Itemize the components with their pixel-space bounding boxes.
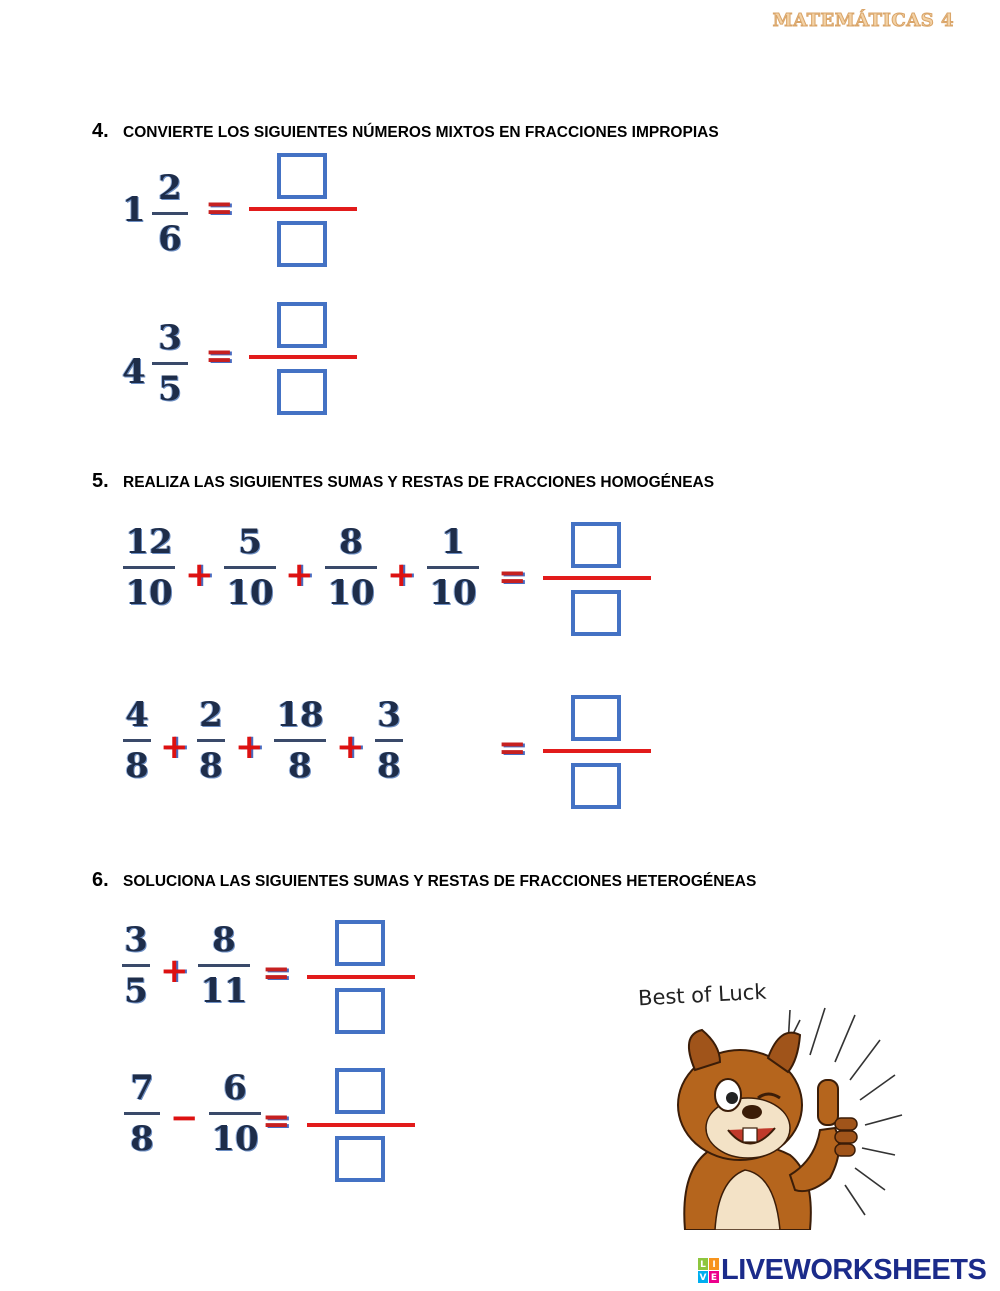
answer-fraction-line — [249, 355, 357, 359]
equals-sign: = — [498, 728, 527, 768]
question-6-instruction: SOLUCIONA LAS SIGUIENTES SUMAS Y RESTAS DE FRACCIONES HETEROGÉNEAS — [123, 873, 757, 890]
minus-sign: − — [170, 1098, 199, 1138]
numerator: 2 — [199, 695, 223, 735]
answer-denominator-box[interactable] — [335, 1136, 385, 1182]
best-of-luck-caption: Best of Luck — [637, 979, 767, 1011]
fraction-bar — [198, 964, 250, 967]
numerator: 12 — [125, 522, 173, 562]
denominator: 10 — [211, 1119, 259, 1159]
fraction — [198, 920, 250, 1011]
denominator: 8 — [125, 746, 149, 786]
denominator: 8 — [130, 1119, 154, 1159]
fraction-bar — [122, 964, 150, 967]
answer-fraction-line — [307, 975, 415, 979]
chipmunk-thumbs-up-illustration — [640, 1000, 910, 1230]
numerator: 7 — [130, 1068, 154, 1108]
plus-sign: + — [235, 727, 264, 767]
numerator: 4 — [125, 695, 149, 735]
answer-numerator-box[interactable] — [277, 302, 327, 348]
fraction-bar — [209, 1112, 261, 1115]
plus-sign: + — [160, 951, 189, 991]
question-4-instruction: CONVIERTE LOS SIGUIENTES NÚMEROS MIXTOS EN FRACCIONES IMPROPIAS — [123, 124, 719, 141]
answer-fraction-line — [307, 1123, 415, 1127]
fraction — [123, 522, 175, 613]
mixed-whole: 1 — [122, 190, 146, 230]
fraction-bar — [375, 739, 403, 742]
denominator: 8 — [288, 746, 312, 786]
fraction — [325, 522, 377, 613]
numerator: 8 — [339, 522, 363, 562]
fraction — [152, 168, 188, 259]
plus-sign: + — [285, 555, 314, 595]
equals-sign: = — [205, 336, 234, 376]
numerator: 2 — [158, 168, 182, 208]
denominator: 5 — [124, 971, 148, 1011]
denominator: 10 — [125, 573, 173, 613]
answer-denominator-box[interactable] — [277, 369, 327, 415]
fraction-bar — [152, 362, 188, 365]
answer-numerator-box[interactable] — [335, 1068, 385, 1114]
fraction-bar — [123, 739, 151, 742]
answer-denominator-box[interactable] — [335, 988, 385, 1034]
plus-sign: + — [160, 727, 189, 767]
denominator: 10 — [429, 573, 477, 613]
mixed-whole: 4 — [122, 352, 146, 392]
answer-numerator-box[interactable] — [571, 695, 621, 741]
plus-sign: + — [387, 555, 416, 595]
plus-sign: + — [185, 555, 214, 595]
answer-numerator-box[interactable] — [277, 153, 327, 199]
fraction — [224, 522, 276, 613]
question-5-number: 5. — [92, 470, 109, 492]
denominator: 10 — [327, 573, 375, 613]
question-4-number: 4. — [92, 120, 109, 142]
fraction-bar — [325, 566, 377, 569]
fraction — [152, 318, 188, 409]
fraction-bar — [427, 566, 479, 569]
denominator: 5 — [158, 369, 182, 409]
fraction — [123, 695, 151, 786]
answer-fraction-line — [249, 207, 357, 211]
equals-sign: = — [498, 557, 527, 597]
thumb — [818, 1080, 838, 1125]
denominator: 8 — [377, 746, 401, 786]
equals-sign: = — [262, 1101, 291, 1141]
logo-letter: L — [700, 1260, 706, 1270]
fraction — [427, 522, 479, 613]
fraction-bar — [224, 566, 276, 569]
numerator: 3 — [158, 318, 182, 358]
fraction-bar — [152, 212, 188, 215]
answer-denominator-box[interactable] — [277, 221, 327, 267]
liveworksheets-brand[interactable]: LIVEWORKSHEETS — [721, 1254, 987, 1286]
answer-denominator-box[interactable] — [571, 763, 621, 809]
numerator: 8 — [212, 920, 236, 960]
numerator: 6 — [223, 1068, 247, 1108]
numerator: 3 — [377, 695, 401, 735]
logo-letter: I — [712, 1260, 716, 1270]
answer-fraction-line — [543, 749, 651, 753]
answer-numerator-box[interactable] — [335, 920, 385, 966]
logo-letter: E — [710, 1273, 718, 1283]
fraction-bar — [124, 1112, 160, 1115]
fraction — [124, 1068, 160, 1159]
equals-sign: = — [205, 188, 234, 228]
denominator: 6 — [158, 219, 182, 259]
fraction — [274, 695, 326, 786]
question-5-instruction: REALIZA LAS SIGUIENTES SUMAS Y RESTAS DE FRACCIONES HOMOGÉNEAS — [123, 474, 715, 491]
liveworksheets-logo-icon — [698, 1258, 720, 1284]
plus-sign: + — [336, 727, 365, 767]
fraction-bar — [197, 739, 225, 742]
subject-title: MATEMÁTICAS 4 — [772, 10, 954, 31]
equals-sign: = — [262, 953, 291, 993]
fraction — [375, 695, 403, 786]
answer-fraction-line — [543, 576, 651, 580]
fraction — [209, 1068, 261, 1159]
numerator: 5 — [238, 522, 262, 562]
denominator: 10 — [226, 573, 274, 613]
answer-numerator-box[interactable] — [571, 522, 621, 568]
denominator: 8 — [199, 746, 223, 786]
fraction — [197, 695, 225, 786]
fraction-bar — [123, 566, 175, 569]
denominator: 11 — [200, 971, 248, 1011]
question-6-number: 6. — [92, 869, 109, 891]
logo-letter: V — [699, 1273, 707, 1283]
answer-denominator-box[interactable] — [571, 590, 621, 636]
numerator: 18 — [276, 695, 324, 735]
fraction — [122, 920, 150, 1011]
numerator: 3 — [124, 920, 148, 960]
fraction-bar — [274, 739, 326, 742]
numerator: 1 — [441, 522, 465, 562]
